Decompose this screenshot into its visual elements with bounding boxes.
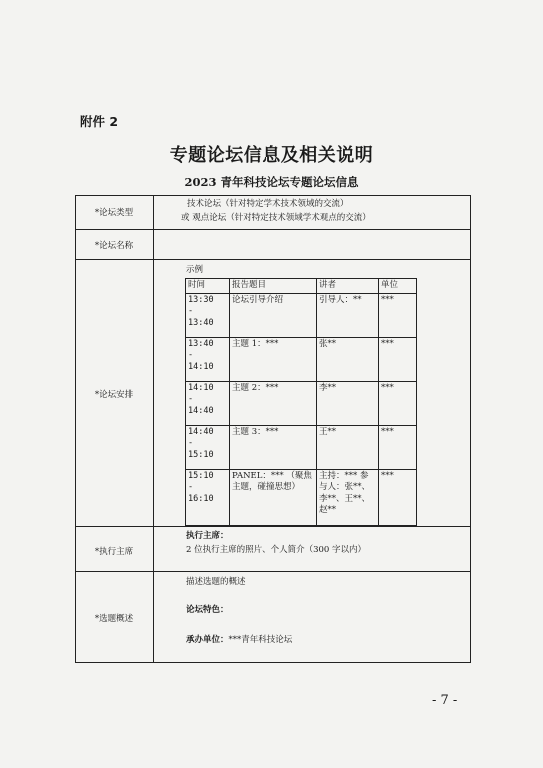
forum-type-line-2: 或 观点论坛（针对特定技术领域学术观点的交流） [181,213,371,223]
overview-description: 描述选题的概述 [186,577,246,587]
forum-type-line-1: 技术论坛（针对特定学术技术领域的交流） [187,199,349,209]
forum-type-label: *论坛类型 [94,208,134,218]
table-row [186,293,417,337]
time-cell: 13:30 - 13:40 [186,293,230,337]
page-number: - 7 - [432,693,458,708]
page-title: 专题论坛信息及相关说明 [169,145,374,166]
speaker-cell: 张** [317,337,379,381]
table-row [186,337,417,381]
unit-cell: *** [379,425,417,469]
time-cell: 14:10 - 14:40 [186,381,230,425]
unit-cell: *** [379,337,417,381]
table-row [186,381,417,425]
table-row [186,425,417,469]
speaker-cell: 王** [317,425,379,469]
row-divider [75,229,471,230]
organizer-label: 承办单位： [186,635,229,645]
chair-label: *执行主席 [94,547,134,557]
chair-heading: 执行主席： [186,531,229,541]
header-speaker: 讲者 [317,279,379,294]
forum-name-label: *论坛名称 [94,241,134,251]
speaker-cell: 主持：*** 参与人：张**、李**、王**、赵** [317,469,379,525]
unit-cell: *** [379,293,417,337]
agenda-table [185,278,417,526]
row-divider [75,571,471,572]
attachment-label: 附件 2 [80,114,119,129]
page-subtitle: 2023 青年科技论坛专题论坛信息 [184,175,359,189]
unit-cell: *** [379,381,417,425]
row-divider [75,526,471,527]
agenda-label: *论坛安排 [94,390,134,400]
speaker-cell: 引导人：** [317,293,379,337]
topic-cell: 主题 2：*** [230,381,317,425]
organizer-value: ***青年科技论坛 [228,635,293,645]
speaker-cell: 李** [317,381,379,425]
unit-cell: *** [379,469,417,525]
chair-description: 2 位执行主席的照片、个人简介（300 字以内） [186,545,367,555]
agenda-header-row [186,279,417,294]
label-column-divider [153,195,154,663]
time-cell: 13:40 - 14:10 [186,337,230,381]
topic-cell: 论坛引导介绍 [230,293,317,337]
time-cell: 14:40 - 15:10 [186,425,230,469]
example-label: 示例 [186,265,204,275]
forum-feature-label: 论坛特色： [186,605,229,615]
topic-cell: PANEL：*** （聚焦主题，碰撞思想） [230,469,317,525]
header-unit: 单位 [379,279,417,294]
time-cell: 15:10 - 16:10 [186,469,230,525]
table-row [186,469,417,525]
topic-cell: 主题 1：*** [230,337,317,381]
row-divider [75,259,471,260]
header-time: 时间 [186,279,230,294]
overview-label: *选题概述 [94,614,134,624]
topic-cell: 主题 3：*** [230,425,317,469]
organizer-line [186,634,292,647]
header-topic: 报告题目 [230,279,317,294]
